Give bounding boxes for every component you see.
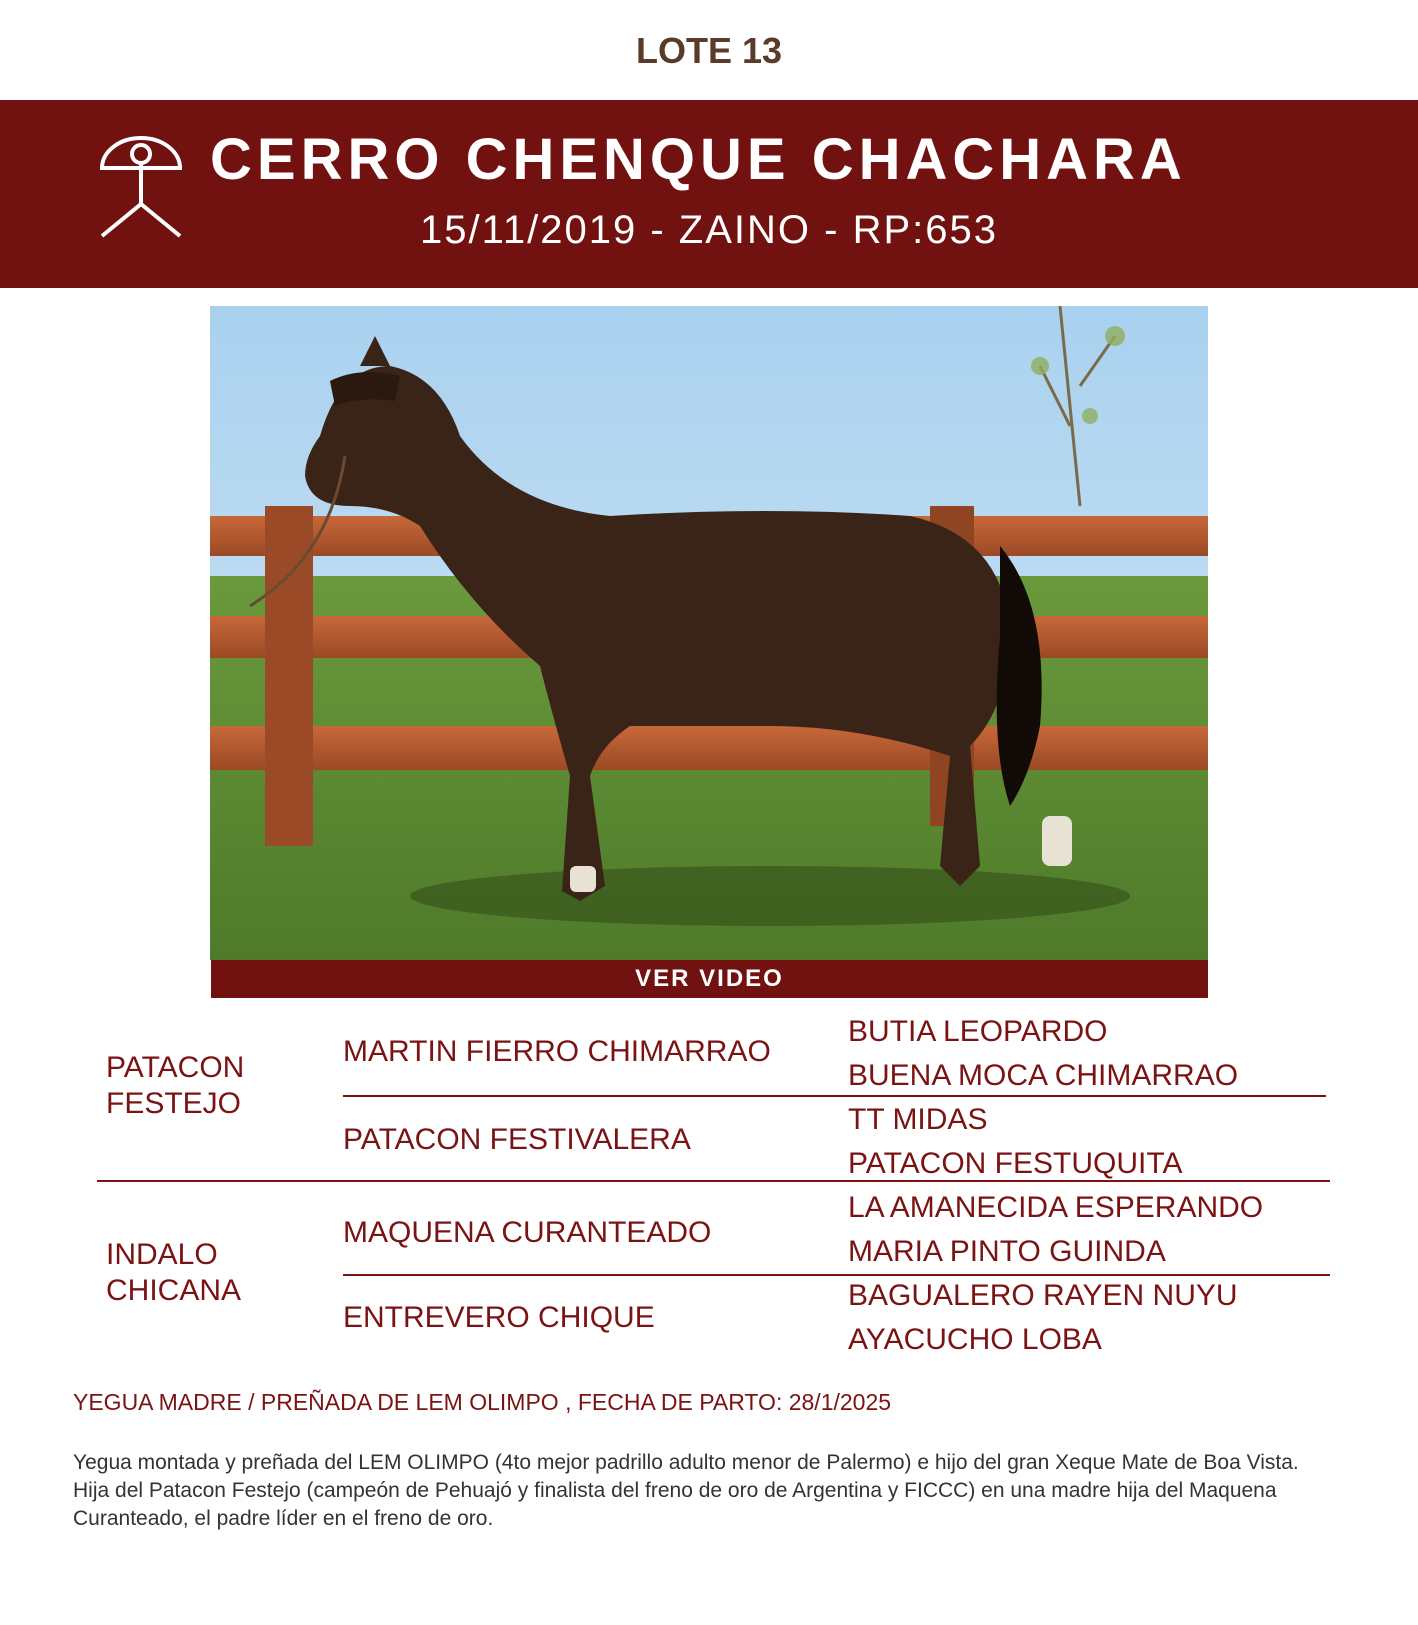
divider [343, 1095, 1326, 1097]
view-video-button[interactable]: VER VIDEO [211, 960, 1208, 998]
divider [343, 1274, 1330, 1276]
ancestor-5: LA AMANECIDA ESPERANDO [848, 1191, 1264, 1224]
horse-details: 15/11/2019 - ZAINO - RP:653 [420, 208, 998, 252]
dam-sire-name: MAQUENA CURANTEADO [343, 1216, 712, 1249]
title-banner [0, 100, 1418, 288]
description-paragraph: Hija del Patacon Festejo (campeón de Pehuajó y finalista del freno de oro de Argentina y FICCC) en una madre hija del Maquena Curanteado, el padre líder en el freno de oro. [73, 1479, 1277, 1530]
dam-dam-name: ENTREVERO CHIQUE [343, 1301, 655, 1334]
horse-photo [210, 306, 1208, 960]
sire-dam-name: PATACON FESTIVALERA [343, 1123, 691, 1156]
ancestor-3: TT MIDAS [848, 1103, 988, 1136]
ancestor-7: BAGUALERO RAYEN NUYU [848, 1279, 1238, 1312]
divider [97, 1180, 1330, 1182]
ancestor-2: BUENA MOCA CHIMARRAO [848, 1059, 1239, 1092]
ancestor-8: AYACUCHO LOBA [848, 1323, 1102, 1356]
status-line: YEGUA MADRE / PREÑADA DE LEM OLIMPO , FECHA DE PARTO: 28/1/2025 [73, 1389, 892, 1415]
ancestor-1: BUTIA LEOPARDO [848, 1015, 1108, 1048]
description [73, 1449, 1353, 1533]
horse-name: CERRO CHENQUE CHACHARA [210, 127, 1187, 192]
description-paragraph: Yegua montada y preñada del LEM OLIMPO (4to mejor padrillo adulto menor de Palermo) e hijo del gran Xeque Mate de Boa Vista. [73, 1451, 1299, 1474]
sire-sire-name: MARTIN FIERRO CHIMARRAO [343, 1035, 771, 1068]
ancestor-4: PATACON FESTUQUITA [848, 1147, 1183, 1180]
lot-number: LOTE 13 [635, 30, 783, 71]
dam-name: INDALO CHICANA [106, 1238, 242, 1307]
sire-name: PATACON FESTEJO [106, 1051, 245, 1120]
ancestor-6: MARIA PINTO GUINDA [848, 1235, 1166, 1268]
